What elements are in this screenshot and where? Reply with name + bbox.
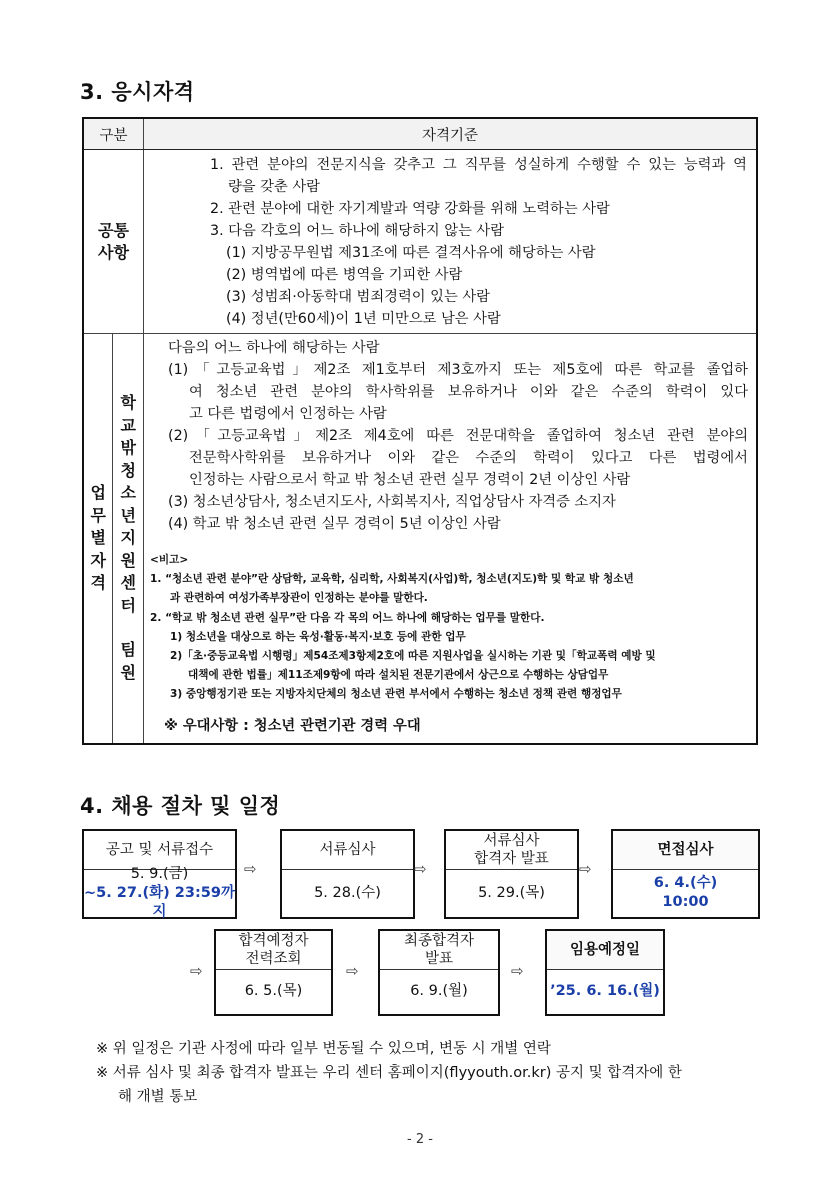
arrow-icon: ⇨ xyxy=(244,860,257,878)
preference-note: ※ 우대사항 : 청소년 관련기관 경력 우대 xyxy=(164,717,421,734)
step-interview xyxy=(611,829,760,919)
job-item: 고 다른 법령에서 인정하는 사람 xyxy=(189,406,387,422)
step-name: 최종합격자 발표 xyxy=(380,931,498,970)
common-item: (1) 지방공무원법 제31조에 따른 결격사유에 해당하는 사람 xyxy=(226,245,596,261)
remarks-title: <비고> xyxy=(150,554,189,566)
step-final-result xyxy=(378,929,500,1016)
common-item: (3) 성범죄·아동학대 범죄경력이 있는 사람 xyxy=(226,289,490,305)
step-date: 6. 4.(수) 10:00 xyxy=(653,875,718,910)
arrow-icon: ⇨ xyxy=(579,860,592,878)
remark-line: 3) 중앙행정기관 또는 지방자치단체의 청소년 관련 부서에서 수행하는 청소년 정책 관련 행정업무 xyxy=(170,688,622,701)
job-label: 업 무 별 자 격 xyxy=(83,334,113,744)
schedule-note: 해 개별 통보 xyxy=(118,1089,198,1105)
arrow-icon: ⇨ xyxy=(346,962,359,980)
job-item: (1)「고등교육법」제2조 제1호부터 제3호까지 또는 제5호에 따른 학교를 졸업하 xyxy=(168,362,748,378)
common-item: (2) 병역법에 따른 병역을 기피한 사람 xyxy=(226,267,463,283)
step-date: 5. 29.(목) xyxy=(478,884,545,901)
header-criteria: 자격기준 xyxy=(144,118,758,150)
step-date: 5. 9.(금) ~5. 27.(화) 23:59까지 xyxy=(84,865,235,920)
remark-line: 2)「초·중등교육법 시행령」제54조제3항제2호에 따른 지원사업을 실시하는 기관 및「학교폭력 예방 및 xyxy=(170,650,656,663)
step-name: 합격예정자 전력조회 xyxy=(216,931,331,970)
common-label: 공통 사항 xyxy=(83,150,144,334)
common-item: 2. 관련 분야에 대한 자기계발과 역량 강화를 위해 노력하는 사람 xyxy=(210,201,610,217)
step-date: 5. 28.(수) xyxy=(314,884,381,901)
schedule-note: ※ 위 일정은 기관 사정에 따라 일부 변동될 수 있으며, 변동 시 개별 연락 xyxy=(96,1041,551,1057)
section-4-title: 4. 채용 절차 및 일정 xyxy=(80,794,281,818)
step-appointment xyxy=(545,929,665,1016)
job-row xyxy=(83,334,757,744)
step-name: 공고 및 서류접수 xyxy=(84,831,235,870)
step-document-review xyxy=(280,829,415,919)
job-item: (3) 청소년상담사, 청소년지도사, 사회복지사, 직업상담사 자격증 소지자 xyxy=(168,494,616,510)
step-name: 임용예정일 xyxy=(547,931,663,970)
step-application xyxy=(82,829,237,919)
common-criteria xyxy=(144,150,758,334)
step-name: 면접심사 xyxy=(613,831,758,870)
remarks xyxy=(150,551,748,705)
step-document-result xyxy=(444,829,579,919)
job-item: 다음의 어느 하나에 해당하는 사람 xyxy=(168,340,380,356)
schedule-note: ※ 서류 심사 및 최종 합격자 발표는 우리 센터 홈페이지(flyyouth.or.kr) 공지 및 합격자에 한 xyxy=(96,1065,682,1081)
arrow-icon: ⇨ xyxy=(511,962,524,980)
job-criteria xyxy=(144,334,758,744)
job-item: 인정하는 사람으로서 학교 밖 청소년 관련 실무 경력이 2년 이상인 사람 xyxy=(189,472,631,488)
page-number: - 2 - xyxy=(407,1132,433,1147)
common-item: 3. 다음 각호의 어느 하나에 해당하지 않는 사람 xyxy=(210,223,505,239)
job-item: (4) 학교 밖 청소년 관련 실무 경력이 5년 이상인 사람 xyxy=(168,516,501,532)
team-label: 학 교 밖 청 소 년 지 원 센 터 팀 원 xyxy=(113,334,144,744)
common-row xyxy=(83,150,757,334)
header-category: 구분 xyxy=(83,118,144,150)
remark-line: 2. “학교 밖 청소년 관련 실무”란 다음 각 목의 어느 하나에 해당하는 업무를 말한다. xyxy=(150,611,545,624)
step-date: 6. 9.(월) xyxy=(410,983,468,999)
remark-line: 1) 청소년을 대상으로 하는 육성·활동·복지·보호 등에 관한 업무 xyxy=(170,630,466,643)
step-date: 6. 5.(목) xyxy=(244,983,303,999)
arrow-icon: ⇨ xyxy=(414,860,427,878)
remark-line: 1. “청소년 관련 분야”란 상담학, 교육학, 심리학, 사회복지(사업)학, 청소년(지도)학 및 학교 밖 청소년 xyxy=(150,573,634,586)
table-header xyxy=(83,118,757,150)
section-3-title: 3. 응시자격 xyxy=(80,80,195,104)
step-background-check xyxy=(214,929,333,1016)
step-name: 서류심사 합격자 발표 xyxy=(446,831,577,870)
common-item: 량을 갖춘 사람 xyxy=(228,179,320,195)
arrow-icon: ⇨ xyxy=(190,962,203,980)
job-item: 전문학사학위를 보유하거나 이와 같은 수준의 학력이 있다고 다른 법령에서 xyxy=(189,450,748,466)
common-item: (4) 정년(만60세)이 1년 미만으로 남은 사람 xyxy=(226,311,501,327)
step-date: ’25. 6. 16.(월) xyxy=(550,983,660,999)
job-item: (2)「고등교육법」제2조 제4호에 따른 전문대학을 졸업하여 청소년 관련 분야의 xyxy=(168,428,748,444)
step-name: 서류심사 xyxy=(282,831,413,870)
remark-line: 과 관련하여 여성가족부장관이 인정하는 분야를 말한다. xyxy=(170,592,428,605)
job-item: 여 청소년 관련 분야의 학사학위를 보유하거나 이와 같은 수준의 학력이 있다 xyxy=(189,384,748,400)
common-item: 1. 관련 분야의 전문지식을 갖추고 그 직무를 성실하게 수행할 수 있는 능력과 역 xyxy=(210,157,747,173)
remark-line: 대책에 관한 법률」제11조제9항에 따라 설치된 전문기관에서 상근으로 수행하는 상담업무 xyxy=(188,669,609,682)
qualification-table xyxy=(82,117,758,745)
